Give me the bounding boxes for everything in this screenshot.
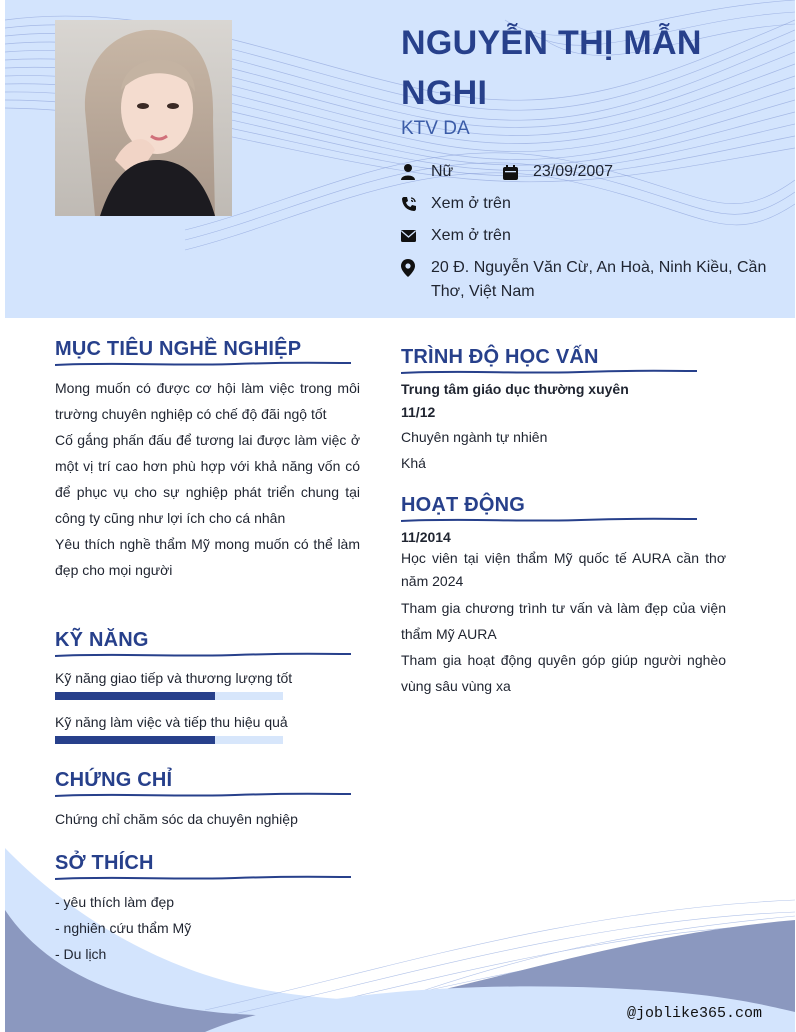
education-rank: Khá	[401, 455, 426, 471]
activity-paragraph-2: Tham gia chương trình tư vấn và làm đẹp của viện thẩm Mỹ AURA	[401, 600, 726, 642]
birthday-row	[503, 160, 613, 184]
skill-label: Kỹ năng giao tiếp và thương lượng tốt	[55, 670, 293, 686]
envelope-icon	[401, 224, 431, 248]
phone-row	[401, 192, 511, 216]
education-grade: 11/12	[401, 404, 436, 420]
education-underline	[401, 368, 697, 376]
cv-header	[5, 0, 795, 318]
activity-paragraph-3: Tham gia hoạt động quyên góp giúp người nghèo vùng sâu vùng xa	[401, 652, 726, 694]
certificates-title: CHỨNG CHỈ	[55, 769, 173, 791]
objective-underline	[55, 360, 351, 368]
activity-paragraph-1: Học viên tại viện thẩm Mỹ quốc tế AURA cần thơ năm 2024	[401, 550, 726, 589]
gender-value: Nữ	[431, 163, 454, 180]
skills-title: KỸ NĂNG	[55, 629, 149, 651]
skill-label: Kỹ năng làm việc và tiếp thu hiệu quả	[55, 714, 288, 730]
profile-photo	[55, 20, 232, 216]
job-title: KTV DA	[401, 118, 470, 139]
skill-bar	[55, 692, 283, 700]
cv-page	[5, 0, 795, 1032]
phone-icon	[401, 192, 431, 216]
skill-bar-fill	[55, 692, 215, 700]
education-title: TRÌNH ĐỘ HỌC VẤN	[401, 346, 599, 368]
activities-underline	[401, 516, 697, 524]
calendar-icon	[503, 160, 533, 184]
phone-value: Xem ở trên	[431, 195, 511, 212]
skill-bar-fill	[55, 736, 215, 744]
skills-underline	[55, 651, 351, 659]
education-school: Trung tâm giáo dục thường xuyên	[401, 381, 629, 397]
certificates-underline	[55, 791, 351, 799]
email-row	[401, 224, 511, 248]
address-value: 20 Đ. Nguyễn Văn Cừ, An Hoà, Ninh Kiều, Cần Thơ, Việt Nam	[431, 259, 767, 300]
gender-row	[401, 160, 453, 184]
hobby-item: - nghiên cứu thẩm Mỹ	[55, 920, 192, 936]
hobby-item: - Du lịch	[55, 946, 107, 962]
birthday-value: 23/09/2007	[533, 163, 614, 180]
activities-title: HOẠT ĐỘNG	[401, 494, 526, 516]
candidate-name: NGUYỄN THỊ MẪN NGHI	[401, 24, 702, 112]
map-pin-icon	[401, 256, 431, 280]
activity-date: 11/2014	[401, 529, 451, 545]
hobbies-title: SỞ THÍCH	[55, 852, 154, 874]
objective-paragraph-2: Cố gắng phấn đấu để tương lai được làm việc ở một vị trí cao hơn phù hợp với khả năng vốn có để phục vụ cho sự nghiệp phát triển chung tại công ty cũng như lợi ích cho cá nhân	[55, 432, 360, 526]
email-value: Xem ở trên	[431, 227, 511, 244]
watermark-text: @joblike365.com	[626, 1005, 762, 1022]
hobbies-underline	[55, 874, 351, 882]
objective-paragraph-3: Yêu thích nghề thẩm Mỹ mong muốn có thể làm đẹp cho mọi người	[55, 536, 360, 578]
education-major: Chuyên ngành tự nhiên	[401, 429, 548, 445]
skill-bar	[55, 736, 283, 744]
address-row	[401, 256, 771, 304]
objective-title: MỤC TIÊU NGHỀ NGHIỆP	[55, 338, 302, 360]
objective-paragraph-1: Mong muốn có được cơ hội làm việc trong môi trường chuyên nghiệp có chế độ đãi ngộ tốt	[55, 380, 360, 422]
user-icon	[401, 160, 431, 184]
hobby-item: - yêu thích làm đẹp	[55, 894, 175, 910]
certificate-item: Chứng chỉ chăm sóc da chuyên nghiệp	[55, 811, 298, 827]
